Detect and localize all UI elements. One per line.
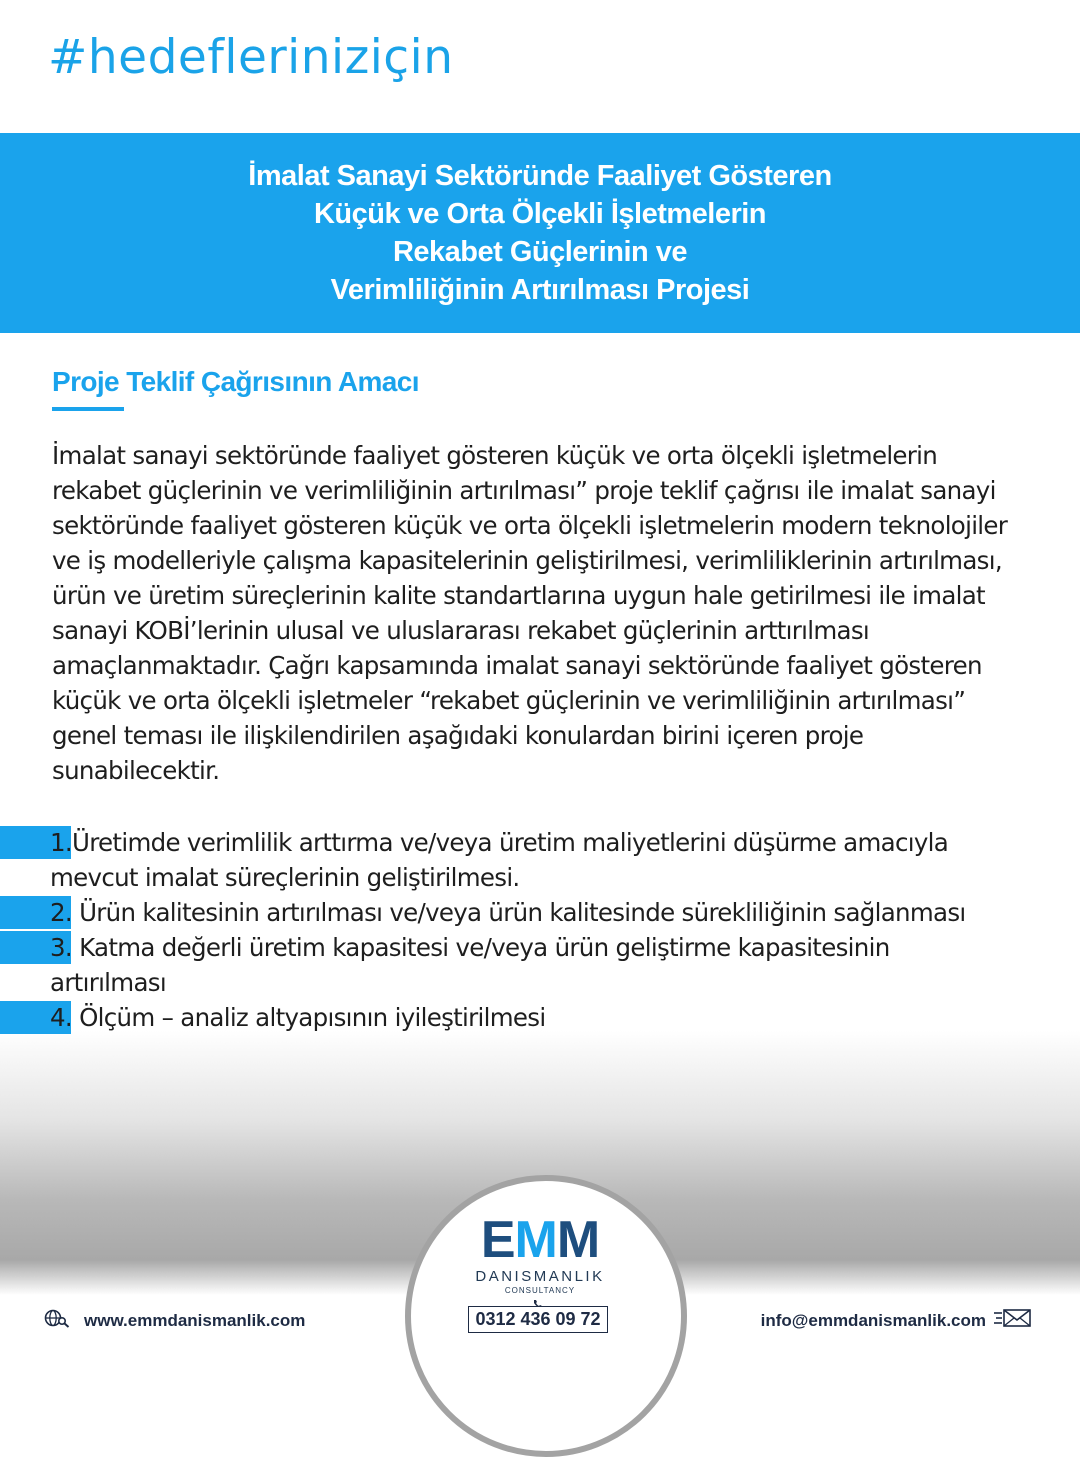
logo-mark — [440, 1212, 640, 1268]
paragraph-line: İmalat sanayi sektöründe faaliyet gösteren küçük ve orta ölçekli işletmelerin — [52, 441, 938, 470]
paragraph-line: küçük ve orta ölçekli işletmeler “rekabet güçlerinin ve verimliliğinin artırılması” — [52, 686, 966, 715]
email-link[interactable]: info@emmdanismanlik.com — [760, 1310, 986, 1330]
list-number: 2. — [50, 898, 72, 927]
section-title-underline — [52, 407, 124, 411]
phone-number[interactable]: 0312 436 09 72 — [468, 1306, 607, 1333]
section-title: Proje Teklif Çağrısının Amacı — [52, 366, 419, 397]
paragraph-line: sanayi KOBİ’lerinin ulusal ve uluslararası rekabet güçlerinin arttırılması — [52, 616, 870, 645]
project-title-banner — [0, 133, 1080, 333]
list-item — [0, 930, 1050, 1000]
paragraph-line: ve iş modelleriyle çalışma kapasitelerinin geliştirilmesi, verimliliklerinin artırılması, — [52, 546, 1002, 575]
paragraph-line: sunabilecektir. — [52, 756, 220, 785]
topics-list — [0, 825, 1080, 1035]
purpose-paragraph — [52, 438, 1052, 788]
list-item-text: Katma değerli üretim kapasitesi ve/veya ürün geliştirme kapasitesinin — [79, 933, 890, 962]
company-logo — [440, 1212, 640, 1296]
paragraph-line: genel teması ile ilişkilendirilen aşağıdaki konulardan birini içeren proje — [52, 721, 864, 750]
website-link[interactable]: www.emmdanismanlik.com — [84, 1310, 306, 1330]
list-item-text: Üretimde verimlilik arttırma ve/veya üretim maliyetlerini düşürme amacıyla — [71, 828, 949, 857]
phone-icon — [468, 1296, 608, 1306]
list-item — [0, 1000, 1050, 1035]
globe-search-icon — [44, 1308, 70, 1333]
hashtag-title: #hedefleriniziçin — [48, 30, 454, 85]
list-number: 1. — [50, 828, 72, 857]
list-number: 3. — [50, 933, 72, 962]
list-item — [0, 825, 1050, 895]
banner-line: Küçük ve Orta Ölçekli İşletmelerin — [313, 198, 767, 230]
banner-line: Verimliliğinin Artırılması Projesi — [330, 274, 750, 306]
envelope-icon — [994, 1308, 1032, 1333]
paragraph-line: rekabet güçlerinin ve verimliliğinin artırılması” proje teklif çağrısı ile imalat sanayi — [52, 476, 996, 505]
footer-email[interactable] — [761, 1308, 1032, 1333]
list-item-text: artırılması — [50, 968, 166, 997]
banner-line: Rekabet Güçlerinin ve — [392, 236, 688, 268]
list-item — [0, 895, 1050, 930]
logo-name: DANISMANLIK — [475, 1268, 605, 1285]
list-number: 4. — [50, 1003, 72, 1032]
footer-website[interactable] — [44, 1308, 305, 1333]
paragraph-line: ürün ve üretim süreçlerinin kalite standartlarına uygun hale getirilmesi ile imalat — [52, 581, 985, 610]
list-item-text: Ürün kalitesinin artırılması ve/veya ürün kalitesinde sürekliliğinin sağlanması — [79, 898, 966, 927]
paragraph-line: sektöründe faaliyet gösteren küçük ve orta ölçekli işletmelerin modern teknolojiler — [52, 511, 1008, 540]
paragraph-line: amaçlanmaktadır. Çağrı kapsamında imalat sanayi sektöründe faaliyet gösteren — [52, 651, 982, 680]
logo-mark-text: EMM — [480, 1211, 600, 1269]
list-item-text: Ölçüm – analiz altyapısının iyileştirilmesi — [79, 1003, 546, 1032]
footer-phone[interactable] — [468, 1296, 608, 1333]
list-item-text: mevcut imalat süreçlerinin geliştirilmesi. — [50, 863, 520, 892]
banner-line: İmalat Sanayi Sektöründe Faaliyet Gösteren — [248, 160, 832, 192]
logo-subtitle: CONSULTANCY — [504, 1286, 576, 1295]
